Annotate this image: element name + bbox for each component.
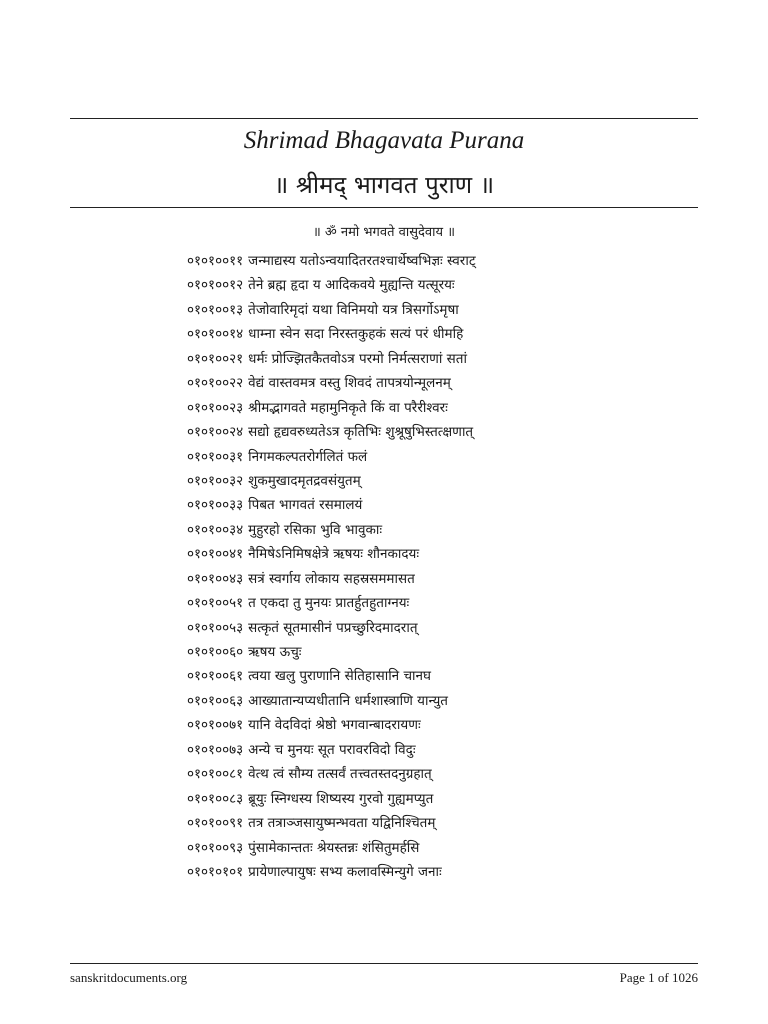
verse-line (187, 371, 707, 395)
verse-line (187, 347, 707, 371)
verse-text: निगमकल्पतरोर्गलितं फलं (248, 448, 368, 465)
verse-number: ०१०१००६१ (187, 668, 244, 685)
title-rule (70, 207, 698, 208)
verse-line (187, 518, 707, 542)
verse-number: ०१०१००११ (187, 253, 244, 269)
invocation: ॥ ॐ नमो भगवते वासुदेवाय ॥ (313, 225, 455, 240)
verse-line (187, 298, 707, 322)
page-title-english: Shrimad Bhagavata Purana (243, 127, 525, 154)
verse-text: आख्यातान्यप्यधीतानि धर्मशास्त्राणि यान्युत (248, 692, 448, 709)
verse-text: श्रीमद्भागवते महामुनिकृते किं वा परैरीश्वरः (248, 399, 448, 416)
verse-number: ०१०१००१२ (187, 277, 244, 294)
verse-number: ०१०१००२२ (187, 375, 244, 392)
verse-text: सत्रं स्वर्गाय लोकाय सहस्रसममासत (248, 570, 415, 587)
verse-number: ०१०१००५३ (187, 619, 244, 636)
verse-text: पिबत भागवतं रसमालयं (248, 497, 363, 514)
verse-number: ०१०१००९३ (187, 839, 244, 856)
verse-number: ०१०१००१३ (187, 301, 244, 318)
verse-text: ऋषय ऊचुः (248, 644, 302, 660)
top-rule (70, 118, 698, 119)
verse-text: वेत्थ त्वं सौम्य तत्सर्वं तत्त्वतस्तदनुग्रहात् (248, 766, 432, 783)
verse-text: नैमिषेऽनिमिषक्षेत्रे ऋषयः शौनकादयः (248, 546, 420, 563)
verse-line (187, 469, 707, 493)
verse-line (187, 738, 707, 762)
verse-number: ०१०१००६० (187, 644, 244, 660)
verse-text: मुहुरहो रसिका भुवि भावुकाः (248, 521, 383, 538)
verse-text: तत्र तत्राञ्जसायुष्मन्भवता यद्विनिश्चितम् (248, 815, 436, 832)
verse-number: ०१०१००२१ (187, 350, 244, 367)
verse-text: तेजोवारिमृदां यथा विनिमयो यत्र त्रिसर्गोऽमृषा (248, 301, 459, 318)
footer-page-number: Page 1 of 1026 (619, 970, 698, 985)
verse-line (187, 567, 707, 591)
verse-line (187, 640, 707, 664)
verse-number: ०१०१००८३ (187, 790, 244, 807)
verse-number: ०१०१००९१ (187, 815, 244, 832)
verse-line (187, 322, 707, 346)
verse-text: शुकमुखादमृतद्रवसंयुतम् (248, 472, 361, 489)
verse-line (187, 616, 707, 640)
verse-number: ०१०१००७३ (187, 741, 244, 758)
verse-number: ०१०१०१०१ (187, 863, 244, 880)
verse-text: सद्यो हृद्यवरुध्यतेऽत्र कृतिभिः शुश्रूषुभिस्तत्क्षणात् (248, 424, 474, 441)
verse-line (187, 787, 707, 811)
verse-text: यानि वेदविदां श्रेष्ठो भगवान्बादरायणः (248, 717, 421, 734)
verse-line (187, 493, 707, 517)
verse-line (187, 836, 707, 860)
verse-text: जन्माद्यस्य यतोऽन्वयादितरतश्चार्थेष्वभिज्ञः स्वराट् (248, 253, 476, 269)
footer-rule (70, 963, 698, 964)
verse-line (187, 713, 707, 737)
verse-number: ०१०१००३२ (187, 472, 244, 489)
verse-text: अन्ये च मुनयः सूत परावरविदो विदुः (248, 741, 416, 758)
verse-list (187, 249, 707, 884)
verse-number: ०१०१००२४ (187, 424, 244, 441)
verse-text: धर्मः प्रोज्झितकैतवोऽत्र परमो निर्मत्सराणां सतां (248, 350, 467, 367)
verse-text: वेद्यं वास्तवमत्र वस्तु शिवदं तापत्रयोन्मूलनम् (248, 375, 451, 392)
verse-text: प्रायेणाल्पायुषः सभ्य कलावस्मिन्युगे जनाः (248, 863, 442, 880)
verse-line (187, 445, 707, 469)
verse-line (187, 542, 707, 566)
verse-number: ०१०१००२३ (187, 399, 244, 416)
verse-number: ०१०१००४१ (187, 546, 244, 563)
verse-text: धाम्ना स्वेन सदा निरस्तकुहकं सत्यं परं धीमहि (248, 326, 464, 343)
verse-line (187, 860, 707, 884)
verse-number: ०१०१००७१ (187, 717, 244, 734)
footer-site: sanskritdocuments.org (70, 970, 188, 985)
verse-text: तेने ब्रह्म हृदा य आदिकवये मुह्यन्ति यत्सूरयः (248, 277, 455, 294)
verse-text: त एकदा तु मुनयः प्रातर्हुतहुताग्नयः (248, 595, 410, 612)
verse-line (187, 273, 707, 297)
verse-text: सत्कृतं सूतमासीनं पप्रच्छुरिदमादरात् (248, 619, 418, 636)
verse-number: ०१०१००१४ (187, 326, 244, 343)
verse-number: ०१०१००४३ (187, 570, 244, 587)
verse-line (187, 420, 707, 444)
verse-number: ०१०१००८१ (187, 766, 244, 783)
verse-line (187, 396, 707, 420)
verse-line (187, 811, 707, 835)
verse-number: ०१०१००६३ (187, 692, 244, 709)
verse-text: पुंसामेकान्ततः श्रेयस्तन्नः शंसितुमर्हसि (248, 839, 420, 856)
verse-line (187, 664, 707, 688)
verse-line (187, 591, 707, 615)
verse-text: त्वया खलु पुराणानि सेतिहासानि चानघ (248, 668, 432, 685)
verse-line (187, 762, 707, 786)
verse-number: ०१०१००३४ (187, 521, 244, 538)
verse-line (187, 249, 707, 273)
verse-number: ०१०१००३१ (187, 448, 244, 465)
page-title-sanskrit: ॥ श्रीमद् भागवत पुराण ॥ (273, 171, 495, 199)
verse-number: ०१०१००५१ (187, 595, 244, 612)
verse-text: ब्रूयुः स्निग्धस्य शिष्यस्य गुरवो गुह्यमप्युत (248, 790, 434, 807)
verse-line (187, 689, 707, 713)
verse-number: ०१०१००३३ (187, 497, 244, 514)
